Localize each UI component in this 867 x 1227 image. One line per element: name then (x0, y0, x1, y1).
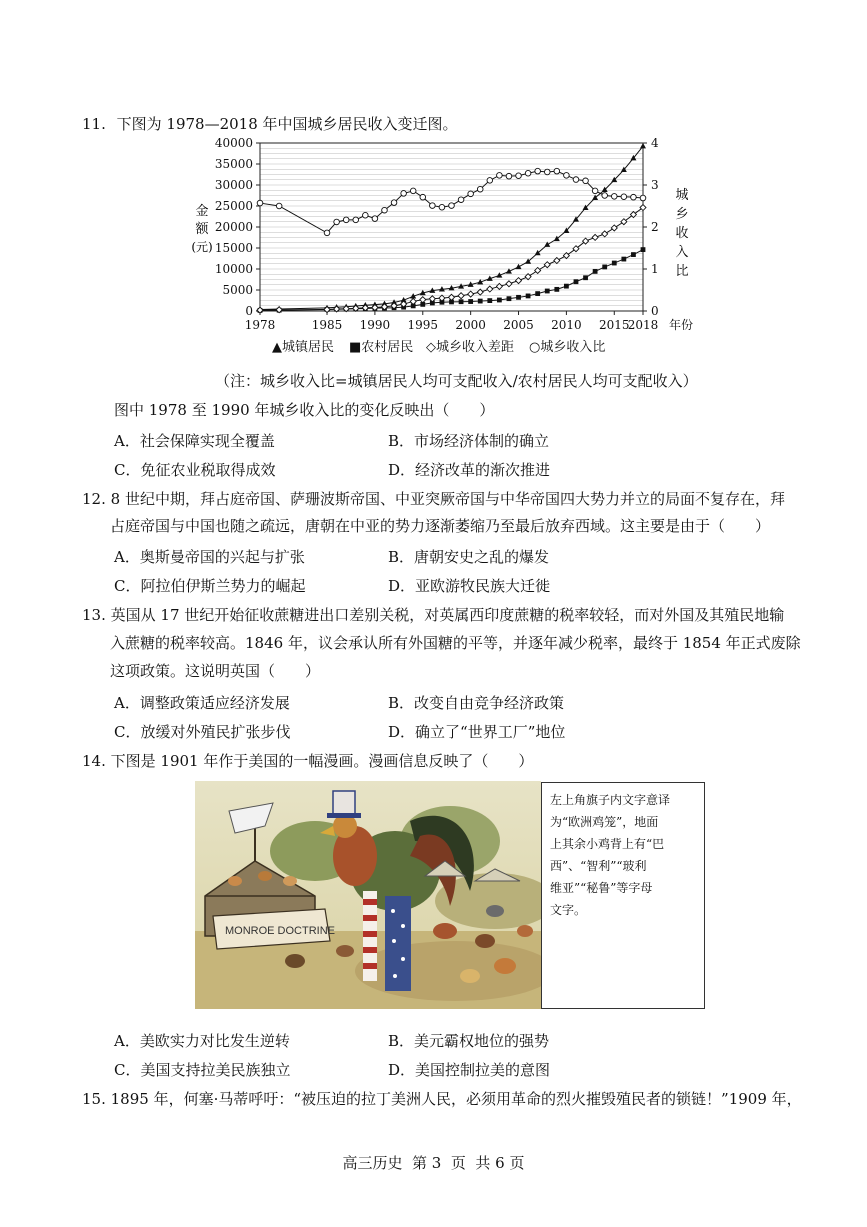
option-label: C． (114, 723, 141, 741)
y-left-tick-label: 25000 (214, 199, 253, 213)
data-point (276, 203, 282, 209)
cartoon-image (195, 781, 541, 1009)
data-point (640, 195, 646, 201)
data-point (468, 191, 474, 197)
page-footer: 高三历史 第 3 页 共 6 页 (342, 1154, 525, 1172)
option-text: 放缓对外殖民扩张步伐 (140, 723, 291, 741)
option-label: D． (388, 1061, 416, 1079)
data-point (564, 284, 569, 289)
data-point (477, 186, 483, 192)
cartoon-note-box (541, 782, 705, 1009)
q13-line1 (82, 605, 784, 625)
q13-option-a[interactable] (114, 692, 290, 713)
option-label: D． (388, 723, 416, 741)
y-left-label-char: (元) (191, 240, 213, 254)
legend-item: ■农村居民 (349, 340, 414, 355)
q15-text-1: 1895 年，何塞·马蒂呼吁：“被压迫的拉丁美洲人民，必须用革命的烈火摧毁殖民者的锁链！”1909 年， (110, 1090, 802, 1108)
q11-option-b[interactable] (388, 430, 549, 451)
data-point (602, 265, 607, 270)
q12-line2: 占庭帝国与中国也随之疏远，唐朝在中亚的势力逐渐萎缩乃至最后放弃西域。这主要是由于（ ） (110, 517, 771, 535)
data-point (544, 262, 550, 268)
y-right-tick-label: 1 (651, 262, 659, 276)
y-right-label-char: 城 (675, 188, 689, 203)
q13-text-1: 英国从 17 世纪开始征收蔗糖进出口差别关税，对英属西印度蔗糖的税率较轻，而对外国及其殖民地输 (110, 606, 785, 624)
series-circle (257, 168, 646, 235)
q15-line1 (82, 1089, 802, 1109)
q12-option-c[interactable] (114, 575, 306, 596)
x-tick-label: 1990 (359, 318, 391, 332)
q11-option-c[interactable] (114, 459, 276, 480)
data-point (621, 194, 627, 200)
data-point (478, 299, 483, 304)
x-tick-label: 2005 (503, 318, 534, 332)
data-point (535, 291, 540, 296)
option-label: A． (114, 432, 140, 450)
data-point (525, 170, 531, 176)
y-left-tick-label: 30000 (214, 178, 253, 192)
y-left-label-char: 额 (195, 222, 209, 237)
y-right-label-char: 收 (675, 226, 689, 241)
data-point (516, 278, 522, 284)
y-right-tick-label: 0 (651, 304, 659, 318)
data-point (564, 173, 570, 179)
y-left-tick-label: 40000 (214, 136, 253, 150)
y-left-tick-label: 10000 (214, 262, 253, 276)
data-point (343, 217, 349, 223)
data-point (420, 297, 426, 303)
option-text: 调整政策适应经济发展 (139, 694, 290, 712)
data-point (535, 168, 541, 174)
data-point (544, 242, 550, 247)
data-point (449, 203, 455, 209)
q14-option-a[interactable] (114, 1030, 290, 1051)
data-point (334, 219, 340, 225)
y-right-label-char: 比 (675, 264, 689, 279)
x-axis-label: 年份 (669, 318, 694, 332)
option-text: 市场经济体制的确立 (414, 432, 550, 450)
option-label: A． (114, 548, 140, 566)
y-left-tick-label: 20000 (214, 220, 253, 234)
data-point (391, 200, 397, 206)
q14-number: 14. (82, 752, 106, 770)
data-point (611, 225, 617, 231)
option-text: 美国控制拉美的意图 (415, 1061, 551, 1079)
note-line: 文字。 (550, 903, 587, 917)
legend-item: ○城乡收入比 (529, 340, 606, 355)
note-line: 为“欧洲鸡笼”，地面 (550, 815, 659, 829)
option-label: C． (114, 1061, 141, 1079)
data-point (583, 275, 588, 280)
option-label: C． (114, 577, 141, 595)
option-label: B． (388, 432, 415, 450)
option-text: 改变自由竞争经济政策 (414, 694, 565, 712)
q11-note: （注：城乡收入比=城镇居民人均可支配收入/农村居民人均可支配收入） (215, 372, 698, 390)
option-label: C． (114, 461, 141, 479)
q11-stem (82, 114, 458, 134)
data-point (516, 264, 522, 269)
data-point (516, 295, 521, 300)
y-right-tick-label: 4 (651, 136, 659, 150)
y-left-tick-label: 5000 (222, 283, 253, 297)
data-point (592, 188, 598, 194)
x-tick-label: 1978 (244, 318, 276, 332)
data-point (631, 252, 636, 257)
data-point (458, 293, 464, 299)
series-triangle (257, 143, 646, 312)
q12-option-a[interactable] (114, 546, 305, 567)
y-left-tick-label: 35000 (214, 157, 253, 171)
q14-stem (82, 751, 533, 771)
q14-option-b[interactable] (388, 1030, 549, 1051)
data-point (592, 234, 598, 240)
x-tick-label: 2010 (551, 318, 582, 332)
data-point (324, 230, 330, 236)
option-label: B． (388, 694, 415, 712)
q15-number: 15. (82, 1090, 106, 1108)
q13-option-d[interactable] (388, 721, 565, 742)
data-point (430, 203, 436, 209)
data-point (257, 200, 263, 206)
q12-text-1: 8 世纪中期，拜占庭帝国、萨珊波斯帝国、中亚突厥帝国与中华帝国四大势力并立的局面不复存在，拜 (110, 490, 785, 508)
data-point (487, 298, 492, 303)
option-text: 奥斯曼帝国的兴起与扩张 (139, 548, 305, 566)
q13-option-b[interactable] (388, 692, 564, 713)
data-point (545, 289, 550, 294)
q11-option-d[interactable] (388, 459, 550, 480)
data-point (458, 197, 464, 203)
q11-option-a[interactable] (114, 430, 275, 451)
option-label: A． (114, 1032, 140, 1050)
option-label: B． (388, 1032, 415, 1050)
y-right-label-char: 乡 (675, 207, 689, 222)
data-point (468, 291, 474, 297)
q12-option-b[interactable] (388, 546, 549, 567)
data-point (468, 299, 473, 304)
q13-line2: 入蔗糖的税率较高。1846 年，议会承认所有外国糖的平等，并逐年减少税率，最终于 1854 年正式废除 (110, 634, 801, 652)
q11-question: 图中 1978 至 1990 年城乡收入比的变化反映出（ ） (114, 401, 495, 419)
note-line: 西”、“智利”“玻利 (550, 859, 647, 873)
q12-line1 (82, 489, 785, 509)
option-text: 亚欧游牧民族大迁徙 (415, 577, 551, 595)
data-point (487, 178, 493, 184)
option-text: 阿拉伯伊斯兰势力的崛起 (140, 577, 306, 595)
data-point (574, 279, 579, 284)
data-point (487, 286, 493, 292)
data-point (554, 287, 559, 292)
data-point (506, 173, 512, 179)
q14-stem-text: 下图是 1901 年作于美国的一幅漫画。漫画信息反映了（ ） (110, 752, 534, 770)
y-left-label-char: 金 (195, 204, 209, 219)
data-point (439, 204, 445, 210)
data-point (353, 217, 359, 223)
data-point (372, 216, 378, 222)
data-point (410, 188, 416, 194)
data-point (363, 212, 369, 218)
q14-option-d[interactable] (388, 1059, 550, 1080)
data-point (573, 177, 579, 183)
q13-line3: 这项政策。这说明英国（ ） (110, 662, 321, 680)
data-point (612, 261, 617, 266)
option-label: D． (388, 577, 416, 595)
q11-stem-text: 下图为 1978—2018 年中国城乡居民收入变迁图。 (116, 115, 458, 133)
option-text: 确立了“世界工厂”地位 (415, 723, 566, 741)
q12-number: 12. (82, 490, 106, 508)
option-text: 美欧实力对比发生逆转 (139, 1032, 290, 1050)
data-point (631, 194, 637, 200)
chart-labels (191, 136, 693, 355)
x-tick-label: 2000 (455, 318, 486, 332)
series-diamond (257, 205, 646, 314)
cartoon-sign-text: MONROE DOCTRINE (225, 925, 335, 937)
option-text: 美元霸权地位的强势 (414, 1032, 550, 1050)
q13-number: 13. (82, 606, 106, 624)
data-point (516, 173, 522, 179)
data-point (525, 274, 531, 280)
series-square (258, 247, 646, 313)
data-point (611, 194, 617, 200)
option-text: 社会保障实现全覆盖 (139, 432, 275, 450)
x-tick-label: 2018 (627, 318, 659, 332)
data-point (507, 296, 512, 301)
data-point (459, 299, 464, 304)
chart-series (257, 143, 646, 313)
option-text: 经济改革的渐次推进 (415, 461, 551, 479)
data-point (506, 281, 512, 287)
data-point (382, 207, 388, 213)
data-point (535, 267, 541, 273)
y-right-tick-label: 3 (651, 178, 659, 192)
option-text: 免征农业税取得成效 (140, 461, 276, 479)
data-point (544, 169, 550, 175)
q13-option-c[interactable] (114, 721, 291, 742)
data-point (602, 231, 608, 237)
data-point (621, 257, 626, 262)
option-label: D． (388, 461, 416, 479)
data-point (420, 194, 426, 200)
data-point (401, 191, 407, 197)
x-tick-label: 1995 (407, 318, 439, 332)
x-tick-label: 2015 (599, 318, 630, 332)
option-label: A． (114, 694, 140, 712)
y-left-tick-label: 15000 (214, 241, 253, 255)
data-point (640, 143, 646, 148)
q14-option-c[interactable] (114, 1059, 291, 1080)
data-point (593, 269, 598, 274)
data-point (497, 298, 502, 303)
data-point (497, 173, 503, 179)
note-line: 左上角旗子内文字意译 (550, 793, 671, 807)
income-chart (180, 135, 710, 365)
option-text: 美国支持拉美民族独立 (140, 1061, 291, 1079)
note-line: 上其余小鸡背上有“巴 (550, 837, 665, 851)
y-left-tick-label: 0 (245, 304, 253, 318)
data-point (554, 168, 560, 174)
note-line: 维亚”“秘鲁”等字母 (550, 881, 653, 895)
x-tick-label: 1985 (311, 318, 343, 332)
legend-item: ◇城乡收入差距 (426, 340, 514, 355)
data-point (526, 294, 531, 299)
q11-number: 11. (82, 115, 106, 133)
option-text: 唐朝安史之乱的爆发 (414, 548, 550, 566)
data-point (583, 178, 589, 184)
data-point (602, 193, 608, 199)
y-right-label-char: 入 (675, 245, 689, 260)
data-point (496, 283, 502, 289)
option-label: B． (388, 548, 415, 566)
q12-option-d[interactable] (388, 575, 550, 596)
y-right-tick-label: 2 (651, 220, 659, 234)
legend-item: ▲城镇居民 (272, 340, 334, 355)
data-point (641, 247, 646, 252)
